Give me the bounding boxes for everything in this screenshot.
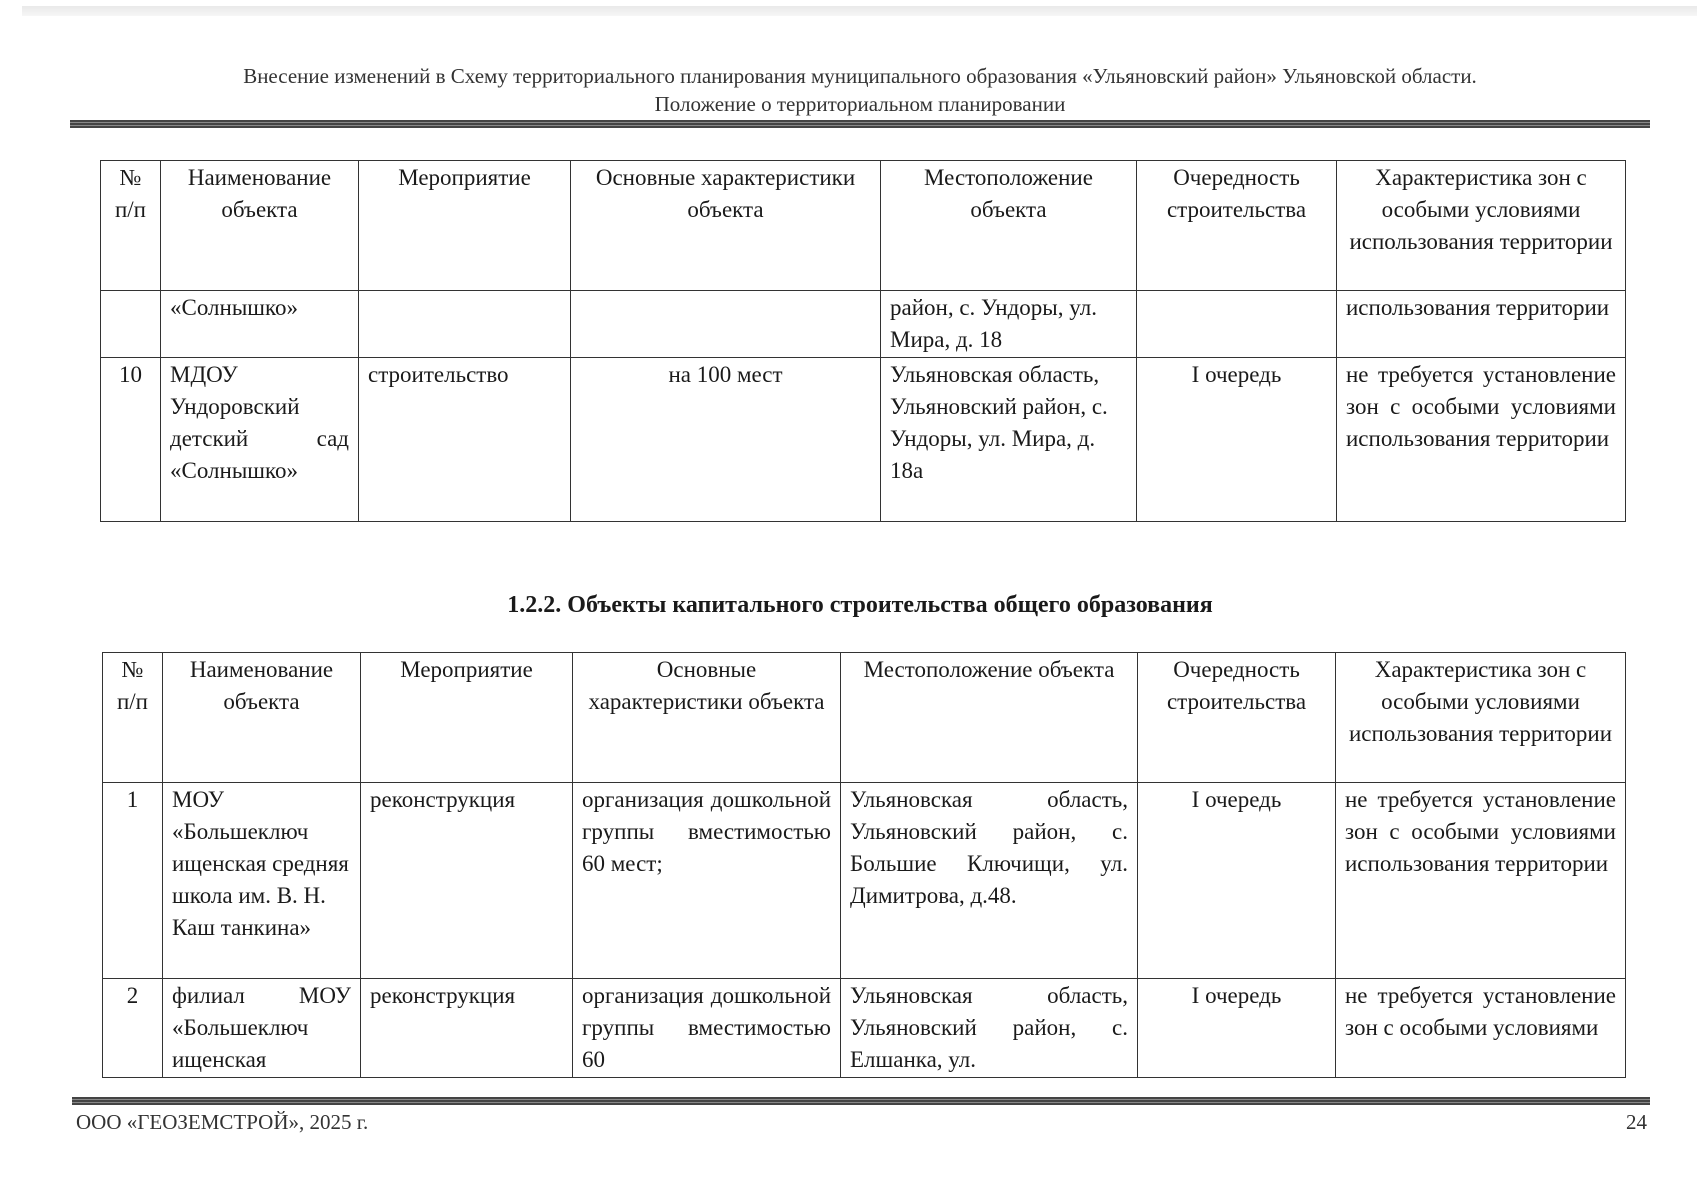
- col-header-action: Мероприятие: [359, 161, 571, 291]
- table-row: [101, 291, 1626, 358]
- cell-zones: использования территории: [1337, 291, 1626, 358]
- col-header-number: № п/п: [101, 161, 161, 291]
- footer-company: ООО «ГЕОЗЕМСТРОЙ», 2025 г.: [76, 1110, 369, 1134]
- cell-action: реконструкция: [361, 979, 573, 1078]
- cell-location: район, с. Ундоры, ул. Мира, д. 18: [881, 291, 1137, 358]
- cell-location: Ульяновская область, Ульяновский район, с. Большие Ключищи, ул. Димитрова, д.48.: [841, 783, 1138, 979]
- col-header-location: Местоположение объекта: [841, 653, 1138, 783]
- col-header-action: Мероприятие: [361, 653, 573, 783]
- cell-location: Ульяновская область, Ульяновский район, с. Ундоры, ул. Мира, д. 18а: [881, 358, 1137, 522]
- cell-action: [359, 291, 571, 358]
- cell-number: 10: [101, 358, 161, 522]
- cell-characteristics: организация дошкольной группы вместимостью 60 мест;: [573, 783, 841, 979]
- table-header-row: [103, 653, 1626, 783]
- cell-characteristics: организация дошкольной группы вместимостью 60: [573, 979, 841, 1078]
- col-header-location: Местоположение объекта: [881, 161, 1137, 291]
- cell-characteristics: [571, 291, 881, 358]
- col-header-characteristics: Основные характеристики объекта: [573, 653, 841, 783]
- cell-characteristics: на 100 мест: [571, 358, 881, 522]
- table-row: [103, 783, 1626, 979]
- col-header-name: Наименование объекта: [163, 653, 361, 783]
- col-header-name: Наименование объекта: [161, 161, 359, 291]
- col-header-stage: Очередность строительства: [1138, 653, 1336, 783]
- cell-action: строительство: [359, 358, 571, 522]
- table-general-education: [102, 652, 1626, 1078]
- cell-name: филиал МОУ «Большеключ ищенская: [163, 979, 361, 1078]
- cell-stage: [1137, 291, 1337, 358]
- cell-stage: I очередь: [1138, 979, 1336, 1078]
- table-row: [103, 979, 1626, 1078]
- cell-zones: не требуется установление зон с особыми условиями использования территории: [1337, 358, 1626, 522]
- cell-number: [101, 291, 161, 358]
- cell-location: Ульяновская область, Ульяновский район, с. Елшанка, ул.: [841, 979, 1138, 1078]
- col-header-zones: Характеристика зон с особыми условиями использования территории: [1337, 161, 1626, 291]
- col-header-characteristics: Основные характеристики объекта: [571, 161, 881, 291]
- col-header-stage: Очередность строительства: [1137, 161, 1337, 291]
- cell-name: МОУ «Большеключ ищенская средняя школа им. В. Н. Каш танкина»: [163, 783, 361, 979]
- scan-edge: [22, 6, 1697, 16]
- section-title: 1.2.2. Объекты капитального строительства общего образования: [507, 592, 1213, 618]
- cell-action: реконструкция: [361, 783, 573, 979]
- cell-name: МДОУ Ундоровский детский сад «Солнышко»: [161, 358, 359, 522]
- col-header-number: № п/п: [103, 653, 163, 783]
- cell-name: «Солнышко»: [161, 291, 359, 358]
- footer-rule: [72, 1097, 1650, 1105]
- table-row: [101, 358, 1626, 522]
- cell-zones: не требуется установление зон с особыми условиями использования территории: [1336, 783, 1626, 979]
- page-header: [70, 62, 1650, 118]
- col-header-zones: Характеристика зон с особыми условиями использования территории: [1336, 653, 1626, 783]
- header-line-1: Внесение изменений в Схему территориального планирования муниципального образования «Ульяновский район» Ульяновской области.: [243, 64, 1477, 88]
- cell-stage: I очередь: [1138, 783, 1336, 979]
- table-header-row: [101, 161, 1626, 291]
- cell-number: 2: [103, 979, 163, 1078]
- table-preschool-continued: [100, 160, 1626, 522]
- cell-zones: не требуется установление зон с особыми условиями: [1336, 979, 1626, 1078]
- page-number: 24: [1626, 1110, 1647, 1134]
- cell-number: 1: [103, 783, 163, 979]
- header-rule: [70, 120, 1650, 128]
- cell-stage: I очередь: [1137, 358, 1337, 522]
- header-line-2: Положение о территориальном планировании: [654, 92, 1066, 116]
